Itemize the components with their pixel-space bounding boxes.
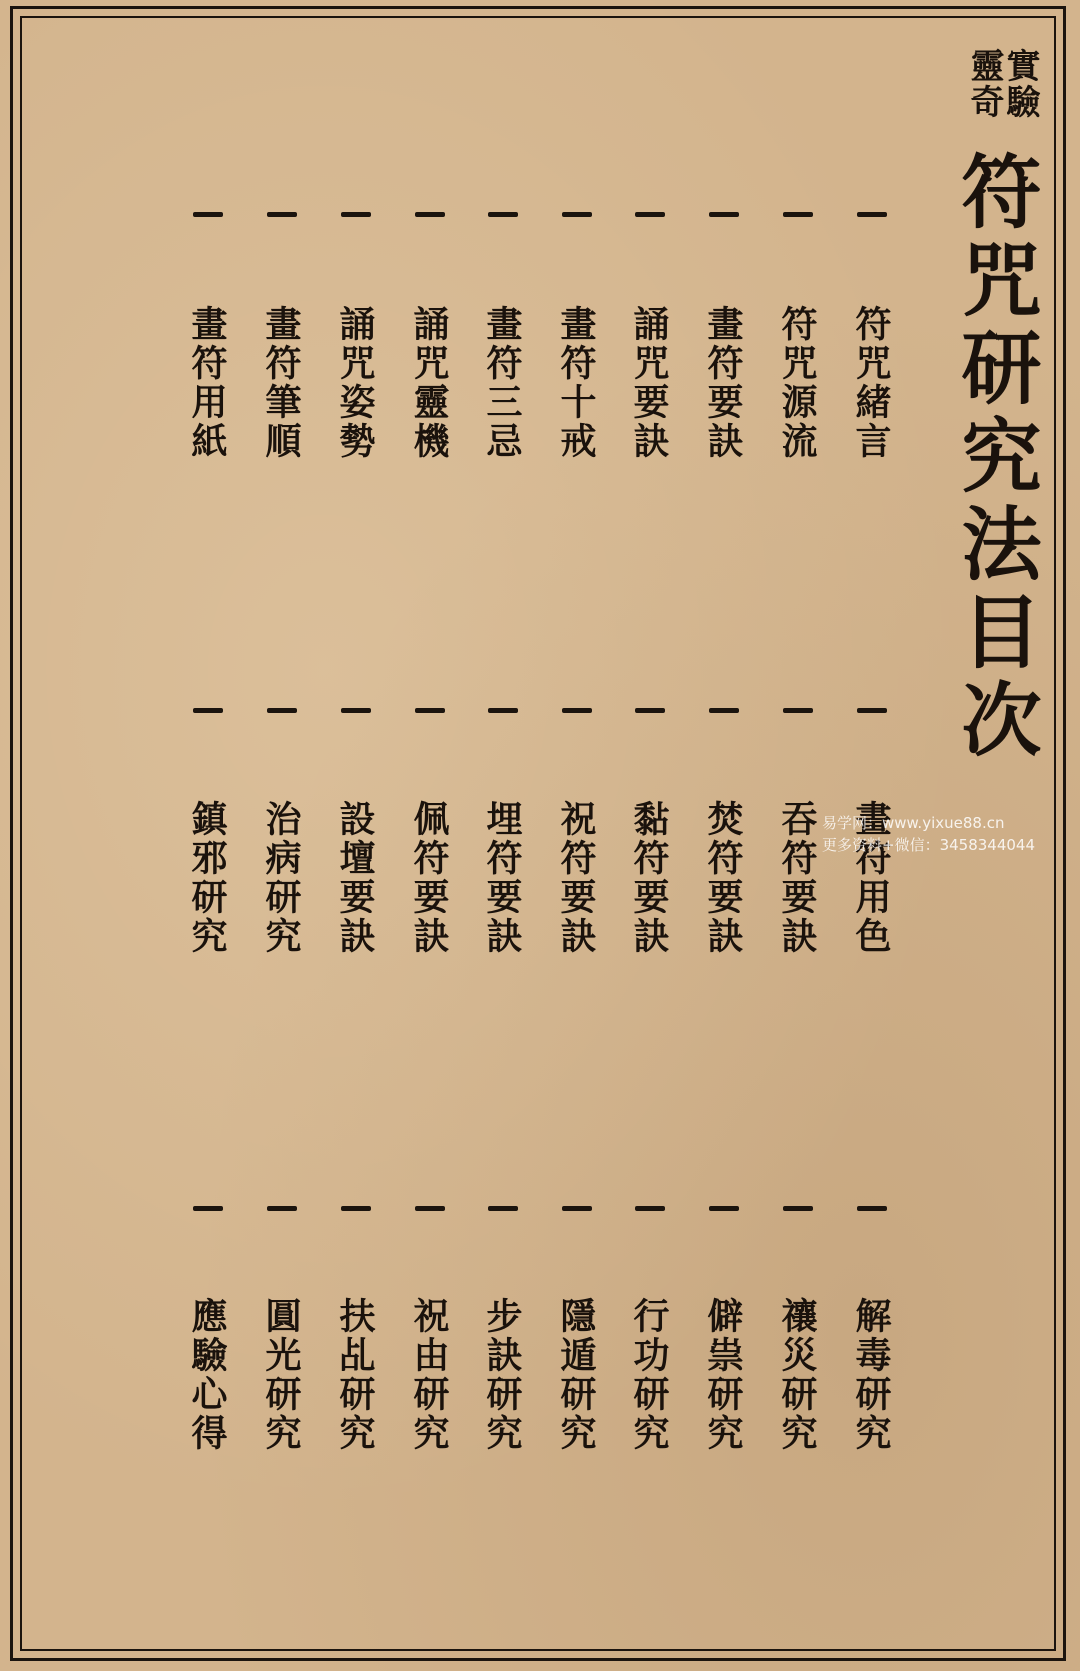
entry-dash [267,212,297,217]
toc-entry: 符咒緒言 [850,305,892,461]
entry-dash [415,1206,445,1211]
toc-entry: 黏符要訣 [628,800,670,956]
toc-entry: 設壇要訣 [334,800,376,956]
toc-entry: 誦咒姿勢 [334,305,376,461]
header-subtitle-right: 實驗 [1000,48,1040,120]
toc-entry: 符咒源流 [776,305,818,461]
entry-dash [193,708,223,713]
entry-dash [341,212,371,217]
entry-dash [635,1206,665,1211]
entry-dash [488,1206,518,1211]
entry-dash [415,212,445,217]
toc-entry: 治病研究 [260,800,302,956]
entry-dash [857,212,887,217]
watermark [822,812,1035,856]
toc-entry: 佩符要訣 [408,800,450,956]
entry-dash [562,708,592,713]
toc-entry: 鎮邪研究 [186,800,228,956]
toc-entry: 畫符用紙 [186,305,228,461]
entry-dash [709,1206,739,1211]
entry-dash [635,212,665,217]
watermark-line-2: 更多资料+微信：3458344044 [822,836,1036,854]
toc-entry: 畫符用色 [850,800,892,956]
toc-entry: 應驗心得 [186,1297,228,1453]
toc-entry: 誦咒靈機 [408,305,450,461]
entry-dash [783,1206,813,1211]
entry-dash [488,708,518,713]
page-title: 符咒研究法目次 [948,150,1042,766]
toc-entry: 祝由研究 [408,1297,450,1453]
entry-dash [709,708,739,713]
entry-dash [341,708,371,713]
toc-entry: 行功研究 [628,1297,670,1453]
entry-dash [488,212,518,217]
toc-entry: 扶乩研究 [334,1297,376,1453]
watermark-line-1: 易学网：www.yixue88.cn [822,814,1005,832]
entry-dash [783,708,813,713]
entry-dash [562,1206,592,1211]
toc-entry: 僻祟研究 [702,1297,744,1453]
toc-entry: 圓光研究 [260,1297,302,1453]
entry-dash [635,708,665,713]
entry-dash [193,1206,223,1211]
toc-entry: 埋符要訣 [481,800,523,956]
toc-entry: 誦咒要訣 [628,305,670,461]
toc-entry: 祝符要訣 [555,800,597,956]
entry-dash [341,1206,371,1211]
entry-dash [857,1206,887,1211]
entry-dash [783,212,813,217]
entry-dash [857,708,887,713]
toc-entry: 畫符三忌 [481,305,523,461]
toc-entry: 解毒研究 [850,1297,892,1453]
entry-dash [267,708,297,713]
toc-entry: 禳災研究 [776,1297,818,1453]
toc-entry: 焚符要訣 [702,800,744,956]
entry-dash [415,708,445,713]
entry-dash [562,212,592,217]
toc-entry: 吞符要訣 [776,800,818,956]
entry-dash [709,212,739,217]
entry-dash [193,212,223,217]
entry-dash [267,1206,297,1211]
toc-entry: 畫符筆順 [260,305,302,461]
toc-entry: 步訣研究 [481,1297,523,1453]
toc-entry: 隱遁研究 [555,1297,597,1453]
toc-entry: 畫符十戒 [555,305,597,461]
header-subtitle-left: 靈奇 [964,48,1004,120]
toc-entry: 畫符要訣 [702,305,744,461]
